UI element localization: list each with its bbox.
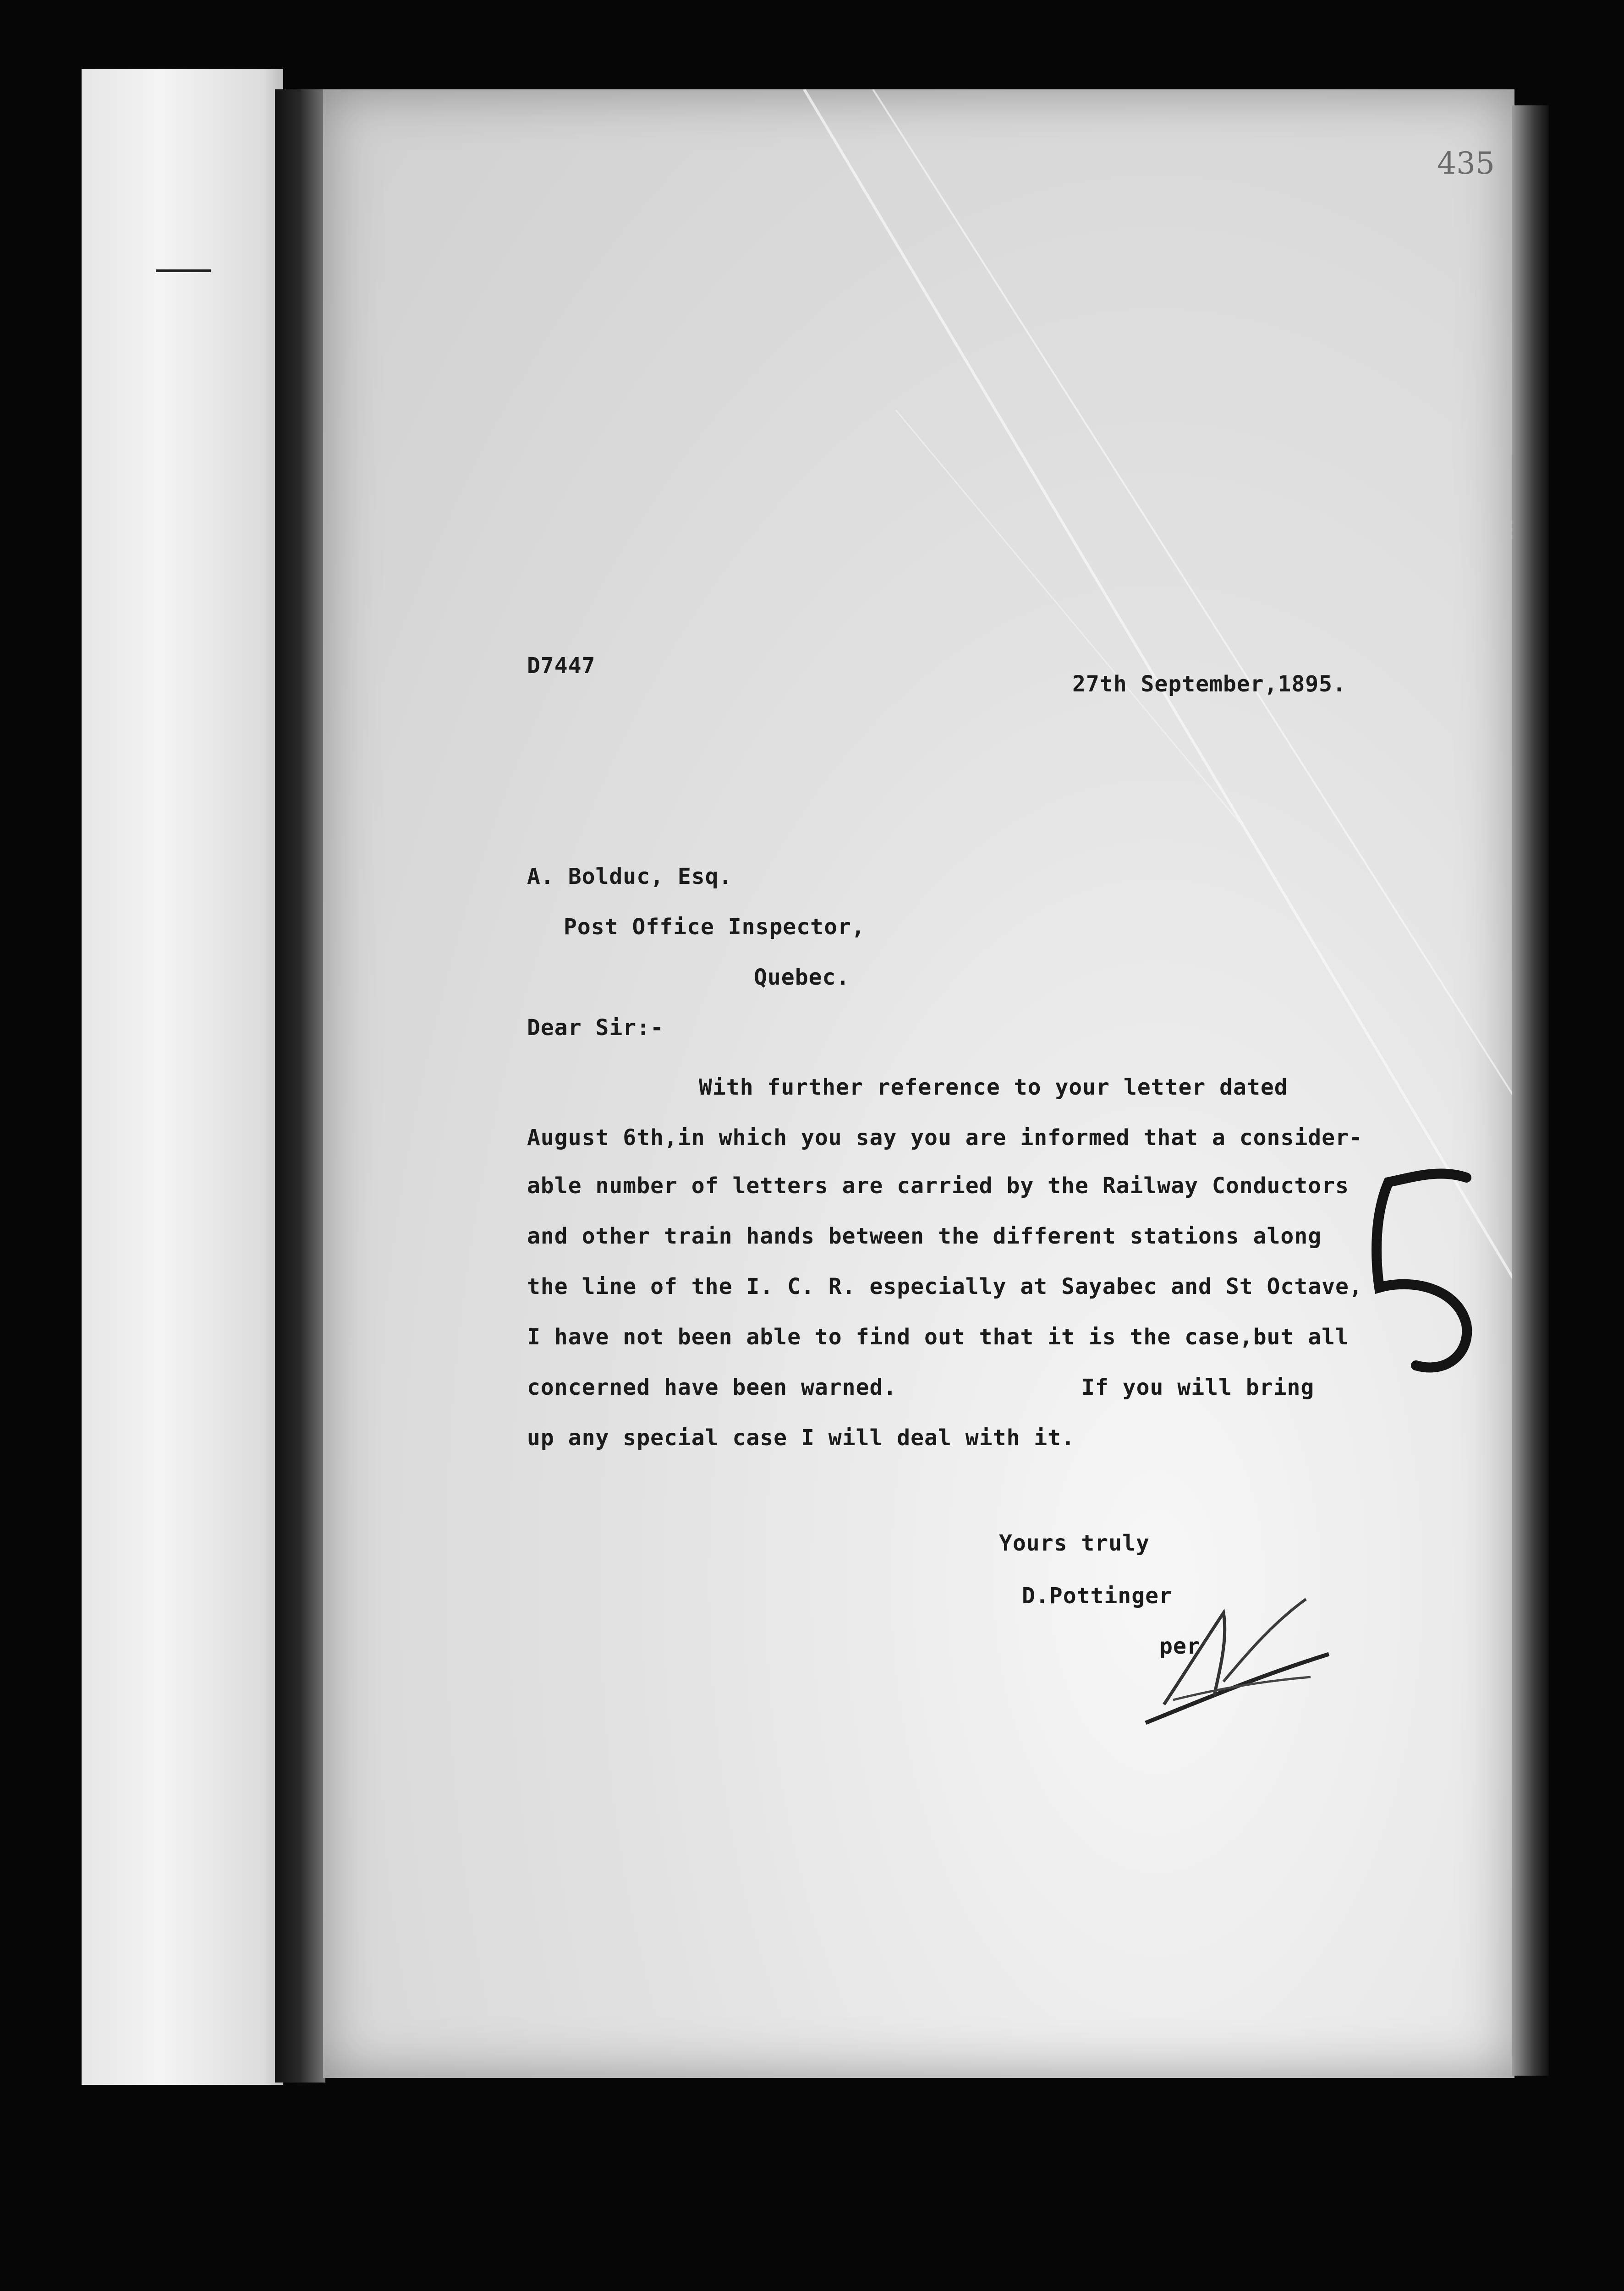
- body-line: concerned have been warned.: [527, 1375, 897, 1400]
- reference-number: D7447: [527, 653, 596, 679]
- signer-name: D.Pottinger: [1022, 1583, 1173, 1609]
- body-line: I have not been able to find out that it is the case,but all: [527, 1324, 1349, 1350]
- margin-dash: [156, 269, 211, 272]
- addressee-name: A. Bolduc, Esq.: [527, 864, 733, 889]
- body-line: August 6th,in which you say you are informed that a consider-: [527, 1125, 1363, 1151]
- body-line: and other train hands between the different stations along: [527, 1223, 1322, 1249]
- body-line: the line of the I. C. R. especially at Sayabec and St Octave,: [527, 1274, 1363, 1299]
- body-line: up any special case I will deal with it.: [527, 1425, 1075, 1451]
- addressee-title: Post Office Inspector,: [564, 914, 865, 940]
- handwritten-number-mark: [1356, 1150, 1494, 1388]
- handwritten-signature: [1136, 1585, 1347, 1732]
- body-line: If you will bring: [1081, 1375, 1315, 1400]
- salutation: Dear Sir:-: [527, 1015, 664, 1041]
- folio-number: 435: [1437, 146, 1495, 181]
- page-fold-shadow: [275, 89, 325, 2083]
- body-line: With further reference to your letter dated: [699, 1074, 1288, 1100]
- addressee-city: Quebec.: [754, 965, 850, 990]
- page-edge-shadow: [1512, 105, 1549, 2076]
- body-line: able number of letters are carried by the Railway Conductors: [527, 1173, 1349, 1199]
- per-label: per: [1159, 1633, 1201, 1659]
- closing: Yours truly: [999, 1530, 1150, 1556]
- previous-page-strip: [82, 69, 283, 2085]
- letter-date: 27th September,1895.: [1072, 671, 1346, 697]
